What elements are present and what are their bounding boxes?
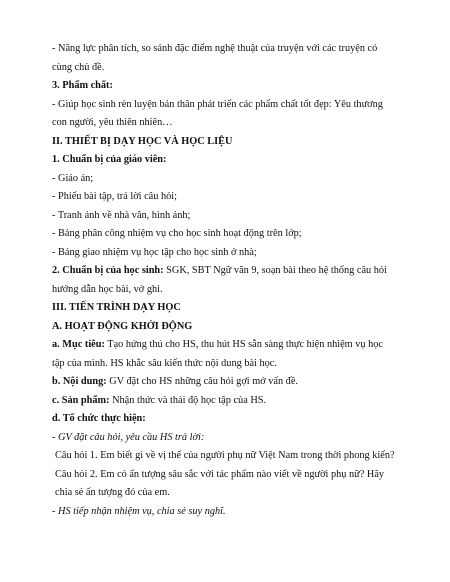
italic-instruction: - GV đặt câu hỏi, yêu cầu HS trả lời: bbox=[52, 431, 205, 443]
text-span: GV đặt cho HS những câu hỏi gợi mở vấn đề. bbox=[106, 376, 298, 387]
text-line: con người, yêu thiên nhiên… bbox=[52, 117, 173, 128]
text-line: - Năng lực phân tích, so sánh đặc điểm nghệ thuật của truyện với các truyện có bbox=[52, 43, 378, 54]
paragraph-san-pham bbox=[52, 392, 402, 411]
heading-chuan-bi-hs: 2. Chuẩn bị của học sinh: bbox=[52, 265, 164, 276]
text-line: - Giúp học sinh rèn luyện bản thân phát triển các phẩm chất tốt đẹp: Yêu thương bbox=[52, 98, 383, 110]
section-heading-iii: III. TIẾN TRÌNH DẠY HỌC bbox=[52, 302, 181, 313]
text-span: SGK, SBT Ngữ văn 9, soạn bài theo hệ thống câu hỏi bbox=[163, 265, 387, 276]
question-1: Câu hỏi 1. Em biết gì về vị thế của người phụ nữ Việt Nam trong thời phong kiến? bbox=[55, 450, 395, 461]
text-line: tập của mình. HS khắc sâu kiến thức nội dung bài học. bbox=[52, 357, 277, 369]
label-to-chuc-thuc-hien: d. Tổ chức thực hiện: bbox=[52, 413, 146, 424]
list-item: - Phiếu bài tập, trả lời câu hỏi; bbox=[52, 191, 177, 202]
list-item: - Bảng giao nhiệm vụ học tập cho học sinh ở nhà; bbox=[52, 246, 257, 258]
paragraph-muc-tieu bbox=[52, 336, 402, 355]
question-2-continued: chia sẻ ấn tượng đó của em. bbox=[55, 487, 170, 498]
list-item: - Bảng phân công nhiệm vụ cho học sinh hoạt động trên lớp; bbox=[52, 228, 302, 239]
paragraph-noi-dung bbox=[52, 373, 402, 392]
text-line: cùng chủ đề. bbox=[52, 61, 105, 73]
text-line: hướng dẫn học bài, vở ghi. bbox=[52, 283, 163, 295]
heading-hoat-dong-khoi-dong: A. HOẠT ĐỘNG KHỞI ĐỘNG bbox=[52, 320, 193, 332]
document-page bbox=[52, 40, 402, 521]
heading-chuan-bi-gv: 1. Chuẩn bị của giáo viên: bbox=[52, 154, 167, 165]
heading-pham-chat: 3. Phẩm chất: bbox=[52, 80, 113, 91]
text-span: Nhận thức và thái độ học tập của HS. bbox=[109, 394, 267, 406]
list-item: - Tranh ảnh về nhà văn, hình ảnh; bbox=[52, 209, 191, 221]
label-san-pham: c. Sản phẩm: bbox=[52, 394, 110, 406]
question-2: Câu hỏi 2. Em có ấn tượng sâu sắc với tác phẩm nào viết về người phụ nữ? Hãy bbox=[55, 468, 385, 480]
label-muc-tieu: a. Mục tiêu: bbox=[52, 339, 105, 350]
list-item: - Giáo án; bbox=[52, 172, 94, 184]
label-noi-dung: b. Nội dung: bbox=[52, 376, 107, 387]
paragraph-chuan-bi-hs bbox=[52, 262, 402, 281]
section-heading-ii: II. THIẾT BỊ DẠY HỌC VÀ HỌC LIỆU bbox=[52, 135, 233, 147]
italic-instruction: - HS tiếp nhận nhiệm vụ, chia sẻ suy nghĩ. bbox=[52, 505, 226, 517]
text-span: Tạo hứng thú cho HS, thu hút HS sẵn sàng thực hiện nhiệm vụ học bbox=[104, 339, 383, 350]
